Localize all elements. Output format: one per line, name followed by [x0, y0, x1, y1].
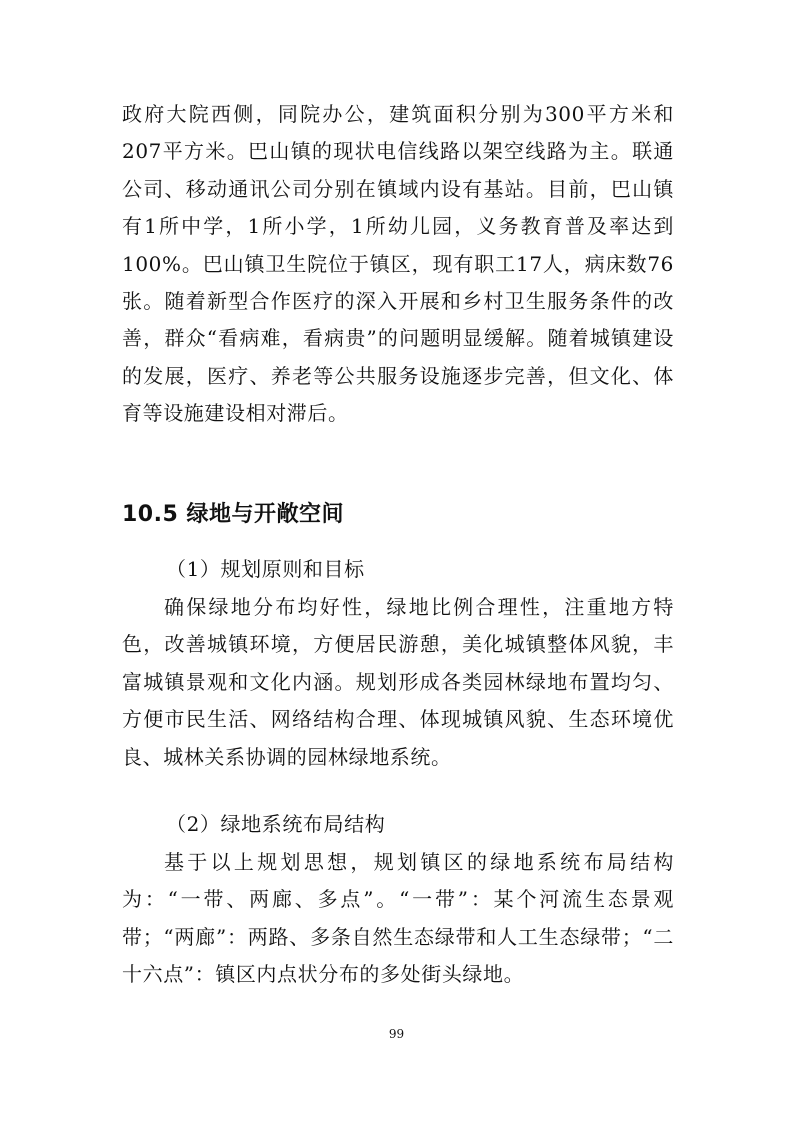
subheading-principles: （1）规划原则和目标	[166, 557, 365, 581]
page-number: 99	[388, 1027, 405, 1041]
subheading-layout: （2）绿地系统布局结构	[166, 812, 386, 836]
body-paragraph-principles: 确保绿地分布均好性，绿地比例合理性，注重地方特色，改善城镇环境，方便居民游憩，美化城镇整体风貌，丰富城镇景观和文化内涵。规划形成各类园林绿地布置均匀、方便市民生活、网络结构合理、体现城镇风貌、生态环境优良、城林关系协调的园林绿地系统。	[122, 595, 674, 769]
section-heading: 10.5 绿地与开敞空间	[122, 502, 344, 527]
body-paragraph-layout: 基于以上规划思想，规划镇区的绿地系统布局结构为：“一带、两廊、多点”。“一带”：某个河流生态景观带；“两廊”：两路、多条自然生态绿带和人工生态绿带；“二十六点”：镇区内点状分布的多处街头绿地。	[122, 850, 674, 987]
body-paragraph-services: 政府大院西侧，同院办公，建筑面积分别为300平方米和207平方米。巴山镇的现状电信线路以架空线路为主。联通公司、移动通讯公司分别在镇域内设有基站。目前，巴山镇有1所中学，1所小学，1所幼儿园，义务教育普及率达到100%。巴山镇卫生院位于镇区，现有职工17人，病床数76张。随着新型合作医疗的深入开展和乡村卫生服务条件的改善，群众“看病难，看病贵”的问题明显缓解。随着城镇建设的发展，医疗、养老等公共服务设施逐步完善，但文化、体育等设施建设相对滞后。	[122, 102, 674, 426]
